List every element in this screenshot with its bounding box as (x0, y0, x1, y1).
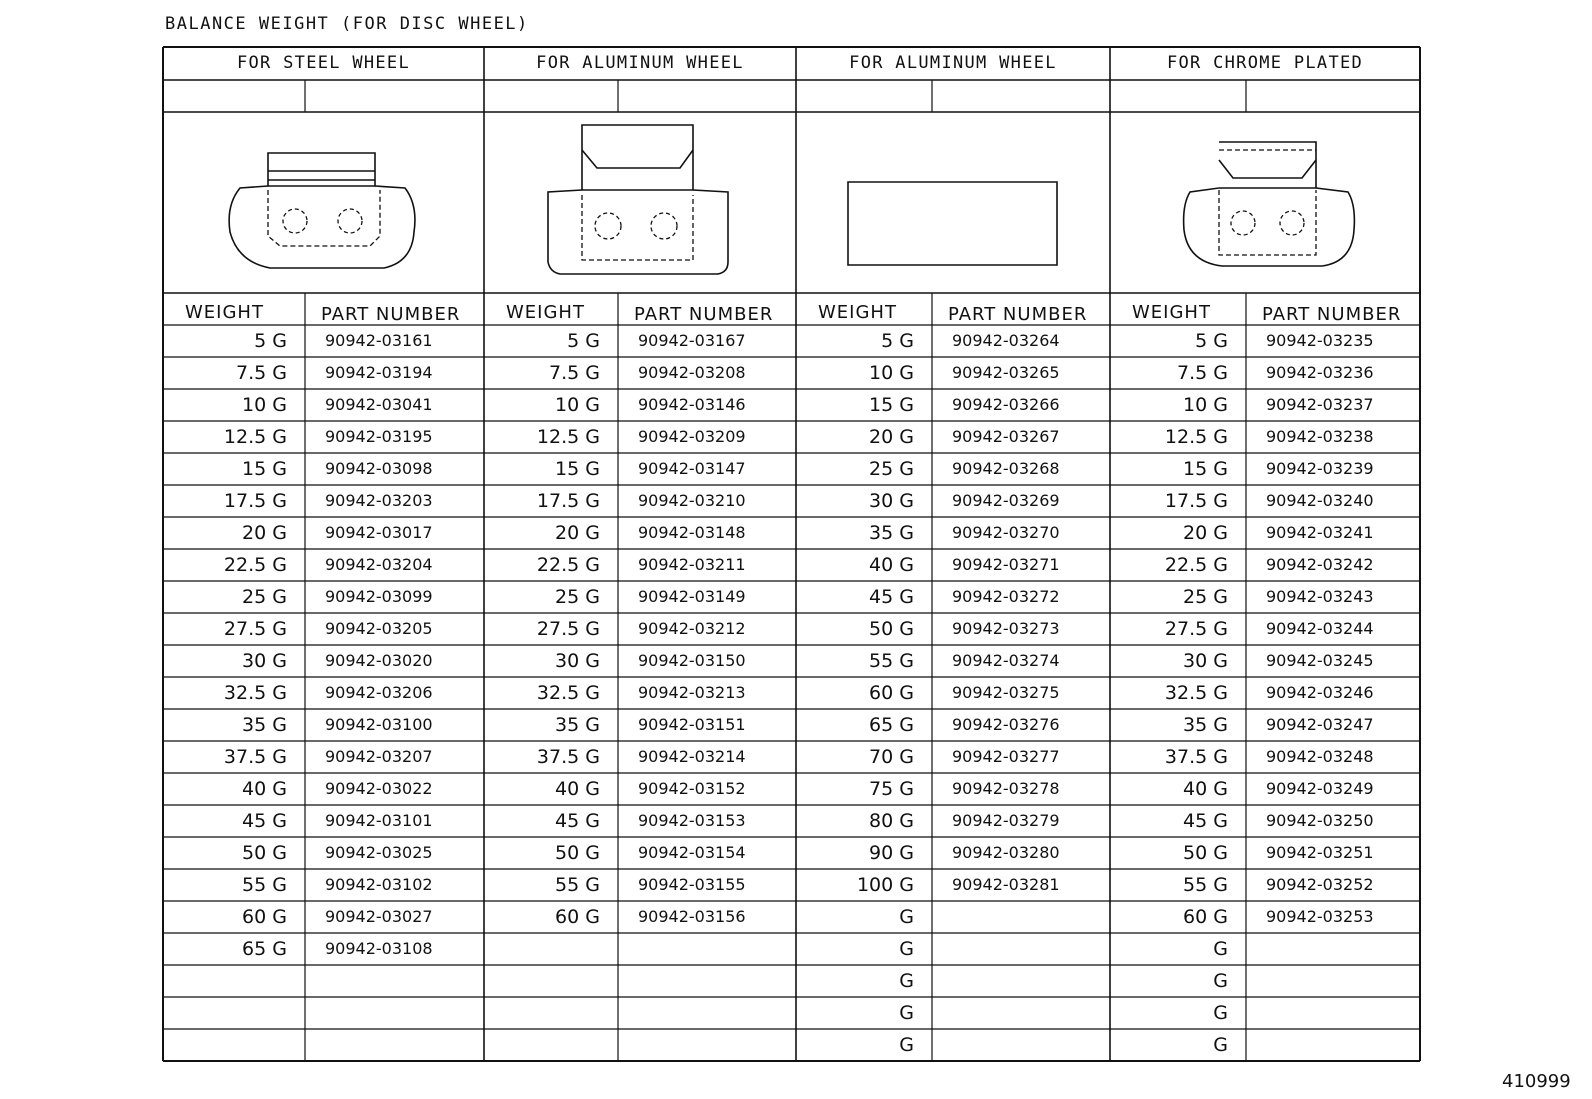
part-number-cell: 90942-03150 (638, 651, 746, 670)
column-header-part-number: PART NUMBER (948, 304, 1088, 325)
weight-cell: G (899, 938, 914, 960)
group-title: FOR STEEL WHEEL (236, 53, 411, 73)
part-number-cell: 90942-03236 (1266, 363, 1374, 382)
part-number-cell: 90942-03146 (638, 395, 746, 414)
weight-cell: G (899, 1034, 914, 1056)
part-number-cell: 90942-03269 (952, 491, 1060, 510)
weight-cell: 20 G (555, 522, 600, 544)
part-number-cell: 90942-03247 (1266, 715, 1374, 734)
weight-cell: 90 G (869, 842, 914, 864)
column-header-part-number: PART NUMBER (1262, 304, 1402, 325)
weight-cell: 45 G (555, 810, 600, 832)
weight-cell: 25 G (869, 458, 914, 480)
weight-cell: G (1213, 1002, 1228, 1024)
weight-cell (510, 997, 600, 1029)
weight-cell: 80 G (869, 810, 914, 832)
weight-cell (197, 1029, 287, 1061)
steel-wheel-weight-icon-hole-left (283, 209, 307, 233)
part-number-cell: 90942-03154 (638, 843, 746, 862)
part-number-cell: 90942-03207 (325, 747, 433, 766)
weight-cell: 60 G (1183, 906, 1228, 928)
column-header-part-number: PART NUMBER (321, 304, 461, 325)
part-number-cell: 90942-03102 (325, 875, 433, 894)
part-number-cell: 90942-03213 (638, 683, 746, 702)
part-number-cell: 90942-03241 (1266, 523, 1374, 542)
chrome-plated-weight-icon-body (1184, 188, 1355, 266)
weight-cell: 40 G (1183, 778, 1228, 800)
weight-cell: 40 G (555, 778, 600, 800)
page-title: BALANCE WEIGHT (FOR DISC WHEEL) (165, 14, 529, 34)
part-number-cell: 90942-03195 (325, 427, 433, 446)
part-number-cell: 90942-03248 (1266, 747, 1374, 766)
weight-cell: 35 G (242, 714, 287, 736)
part-number-cell: 90942-03243 (1266, 587, 1374, 606)
part-number-cell: 90942-03209 (638, 427, 746, 446)
weight-cell: 30 G (1183, 650, 1228, 672)
part-number-cell: 90942-03273 (952, 619, 1060, 638)
weight-cell: 22.5 G (536, 554, 600, 576)
weight-cell: 7.5 G (549, 362, 600, 384)
chrome-plated-weight-icon-hidden-outline (1219, 190, 1316, 255)
weight-cell: 70 G (869, 746, 914, 768)
weight-cell: 25 G (242, 586, 287, 608)
part-number-cell: 90942-03203 (325, 491, 433, 510)
group-title: FOR CHROME PLATED (1166, 53, 1364, 73)
weight-cell: 75 G (869, 778, 914, 800)
part-number-cell: 90942-03204 (325, 555, 433, 574)
weight-cell: 45 G (869, 586, 914, 608)
weight-cell: 17.5 G (1164, 490, 1228, 512)
weight-cell (510, 933, 600, 965)
column-header-weight: WEIGHT (1132, 302, 1211, 323)
part-number-cell: 90942-03214 (638, 747, 746, 766)
column-header-weight: WEIGHT (506, 302, 585, 323)
weight-cell: G (1213, 970, 1228, 992)
steel-wheel-weight-icon (268, 153, 375, 186)
part-number-cell: 90942-03250 (1266, 811, 1374, 830)
part-number-cell: 90942-03265 (952, 363, 1060, 382)
weight-cell: 22.5 G (223, 554, 287, 576)
part-number-cell: 90942-03239 (1266, 459, 1374, 478)
weight-cell: 27.5 G (536, 618, 600, 640)
part-number-cell: 90942-03279 (952, 811, 1060, 830)
part-number-cell: 90942-03212 (638, 619, 746, 638)
group-title: FOR ALUMINUM WHEEL (849, 53, 1057, 73)
part-number-cell: 90942-03280 (952, 843, 1060, 862)
part-number-cell: 90942-03148 (638, 523, 746, 542)
part-number-cell: 90942-03242 (1266, 555, 1374, 574)
part-number-cell: 90942-03253 (1266, 907, 1374, 926)
weight-cell (510, 965, 600, 997)
weight-cell: 10 G (869, 362, 914, 384)
part-number-cell: 90942-03161 (325, 331, 433, 350)
part-number-cell: 90942-03278 (952, 779, 1060, 798)
weight-cell: 15 G (869, 394, 914, 416)
figure-reference-number: 410999 (1502, 1071, 1571, 1092)
weight-cell: 65 G (869, 714, 914, 736)
weight-cell (197, 965, 287, 997)
weight-cell: 37.5 G (223, 746, 287, 768)
aluminum-wheel-weight-icon-hole-left (595, 213, 621, 239)
part-number-cell: 90942-03281 (952, 875, 1060, 894)
part-number-cell: 90942-03272 (952, 587, 1060, 606)
chrome-plated-weight-icon-clip-lines (1219, 160, 1316, 178)
part-number-cell: 90942-03210 (638, 491, 746, 510)
weight-cell: 27.5 G (1164, 618, 1228, 640)
weight-cell: 5 G (567, 330, 600, 352)
part-number-cell: 90942-03246 (1266, 683, 1374, 702)
part-number-cell: 90942-03149 (638, 587, 746, 606)
weight-cell: 15 G (555, 458, 600, 480)
weight-cell: G (899, 970, 914, 992)
weight-cell: 20 G (242, 522, 287, 544)
part-number-cell: 90942-03252 (1266, 875, 1374, 894)
weight-cell: 50 G (242, 842, 287, 864)
weight-cell: 45 G (242, 810, 287, 832)
part-number-cell: 90942-03235 (1266, 331, 1374, 350)
part-number-cell: 90942-03211 (638, 555, 746, 574)
weight-cell (510, 1029, 600, 1061)
weight-cell: 30 G (555, 650, 600, 672)
part-number-cell: 90942-03249 (1266, 779, 1374, 798)
weight-cell: G (1213, 1034, 1228, 1056)
part-number-cell: 90942-03027 (325, 907, 433, 926)
part-number-cell: 90942-03240 (1266, 491, 1374, 510)
weight-cell: 37.5 G (1164, 746, 1228, 768)
weight-cell: 5 G (254, 330, 287, 352)
weight-cell: 5 G (881, 330, 914, 352)
part-number-cell: 90942-03267 (952, 427, 1060, 446)
chrome-plated-weight-icon-hole-left (1231, 211, 1255, 235)
weight-cell: 20 G (1183, 522, 1228, 544)
group-title: FOR ALUMINUM WHEEL (536, 53, 744, 73)
weight-cell: 17.5 G (536, 490, 600, 512)
weight-cell: 100 G (856, 874, 914, 896)
part-number-cell: 90942-03108 (325, 939, 433, 958)
weight-cell: 10 G (1183, 394, 1228, 416)
part-number-cell: 90942-03208 (638, 363, 746, 382)
part-number-cell: 90942-03244 (1266, 619, 1374, 638)
weight-cell: 55 G (869, 650, 914, 672)
part-number-cell: 90942-03268 (952, 459, 1060, 478)
weight-cell: 55 G (242, 874, 287, 896)
weight-cell: 35 G (555, 714, 600, 736)
weight-cell: 60 G (869, 682, 914, 704)
weight-cell: 35 G (869, 522, 914, 544)
steel-wheel-weight-icon-clip-lines (268, 171, 375, 180)
aluminum-wheel-weight-icon-hole-right (651, 213, 677, 239)
weight-cell (197, 997, 287, 1029)
part-number-cell: 90942-03271 (952, 555, 1060, 574)
weight-cell: 5 G (1195, 330, 1228, 352)
part-number-cell: 90942-03025 (325, 843, 433, 862)
aluminum-wheel-weight-icon-body (548, 190, 728, 274)
part-number-cell: 90942-03099 (325, 587, 433, 606)
part-number-cell: 90942-03017 (325, 523, 433, 542)
part-number-cell: 90942-03100 (325, 715, 433, 734)
chrome-plated-weight-icon-hole-right (1280, 211, 1304, 235)
part-number-cell: 90942-03153 (638, 811, 746, 830)
part-number-cell: 90942-03275 (952, 683, 1060, 702)
part-number-cell: 90942-03277 (952, 747, 1060, 766)
aluminum-wheel-weight-icon-clip-lines (582, 150, 693, 168)
part-number-cell: 90942-03041 (325, 395, 433, 414)
weight-cell: 30 G (869, 490, 914, 512)
part-number-cell: 90942-03237 (1266, 395, 1374, 414)
weight-cell: G (1213, 938, 1228, 960)
part-number-cell: 90942-03152 (638, 779, 746, 798)
weight-cell: 32.5 G (1164, 682, 1228, 704)
part-number-cell: 90942-03156 (638, 907, 746, 926)
part-number-cell: 90942-03276 (952, 715, 1060, 734)
weight-cell: 40 G (242, 778, 287, 800)
weight-cell: 20 G (869, 426, 914, 448)
weight-cell: 50 G (1183, 842, 1228, 864)
weight-cell: 17.5 G (223, 490, 287, 512)
weight-cell: G (899, 1002, 914, 1024)
weight-cell: 40 G (869, 554, 914, 576)
weight-cell: 65 G (242, 938, 287, 960)
weight-cell: 22.5 G (1164, 554, 1228, 576)
weight-cell: 10 G (242, 394, 287, 416)
weight-cell: 35 G (1183, 714, 1228, 736)
weight-cell: 7.5 G (1177, 362, 1228, 384)
part-number-cell: 90942-03274 (952, 651, 1060, 670)
part-number-cell: 90942-03020 (325, 651, 433, 670)
weight-cell: 30 G (242, 650, 287, 672)
part-number-cell: 90942-03022 (325, 779, 433, 798)
part-number-cell: 90942-03245 (1266, 651, 1374, 670)
weight-cell: 45 G (1183, 810, 1228, 832)
part-number-cell: 90942-03264 (952, 331, 1060, 350)
weight-cell: 32.5 G (536, 682, 600, 704)
part-number-cell: 90942-03238 (1266, 427, 1374, 446)
part-number-cell: 90942-03206 (325, 683, 433, 702)
part-number-cell: 90942-03251 (1266, 843, 1374, 862)
weight-cell: 7.5 G (236, 362, 287, 384)
column-header-weight: WEIGHT (818, 302, 897, 323)
weight-cell: 25 G (1183, 586, 1228, 608)
weight-cell: G (899, 906, 914, 928)
weight-cell: 10 G (555, 394, 600, 416)
weight-cell: 12.5 G (536, 426, 600, 448)
weight-cell: 60 G (242, 906, 287, 928)
weight-cell: 15 G (242, 458, 287, 480)
steel-wheel-weight-icon-hidden-outline (268, 190, 380, 246)
weight-cell: 50 G (555, 842, 600, 864)
part-number-cell: 90942-03151 (638, 715, 746, 734)
column-header-part-number: PART NUMBER (634, 304, 774, 325)
weight-cell: 27.5 G (223, 618, 287, 640)
part-number-cell: 90942-03101 (325, 811, 433, 830)
part-number-cell: 90942-03167 (638, 331, 746, 350)
weight-cell: 60 G (555, 906, 600, 928)
part-number-cell: 90942-03155 (638, 875, 746, 894)
part-number-cell: 90942-03270 (952, 523, 1060, 542)
steel-wheel-weight-icon-body (229, 186, 415, 268)
part-number-cell: 90942-03205 (325, 619, 433, 638)
part-number-cell: 90942-03194 (325, 363, 433, 382)
weight-cell: 12.5 G (1164, 426, 1228, 448)
weight-cell: 50 G (869, 618, 914, 640)
part-number-cell: 90942-03266 (952, 395, 1060, 414)
chrome-plated-weight-icon (1219, 142, 1316, 188)
weight-cell: 55 G (555, 874, 600, 896)
aluminum-wheel-weight-icon (582, 125, 693, 190)
weight-cell: 25 G (555, 586, 600, 608)
part-number-cell: 90942-03147 (638, 459, 746, 478)
weight-cell: 32.5 G (223, 682, 287, 704)
steel-wheel-weight-icon-hole-right (338, 209, 362, 233)
column-header-weight: WEIGHT (185, 302, 264, 323)
weight-cell: 12.5 G (223, 426, 287, 448)
weight-cell: 15 G (1183, 458, 1228, 480)
part-number-cell: 90942-03098 (325, 459, 433, 478)
weight-cell: 37.5 G (536, 746, 600, 768)
adhesive-weight-icon (848, 182, 1057, 265)
weight-cell: 55 G (1183, 874, 1228, 896)
